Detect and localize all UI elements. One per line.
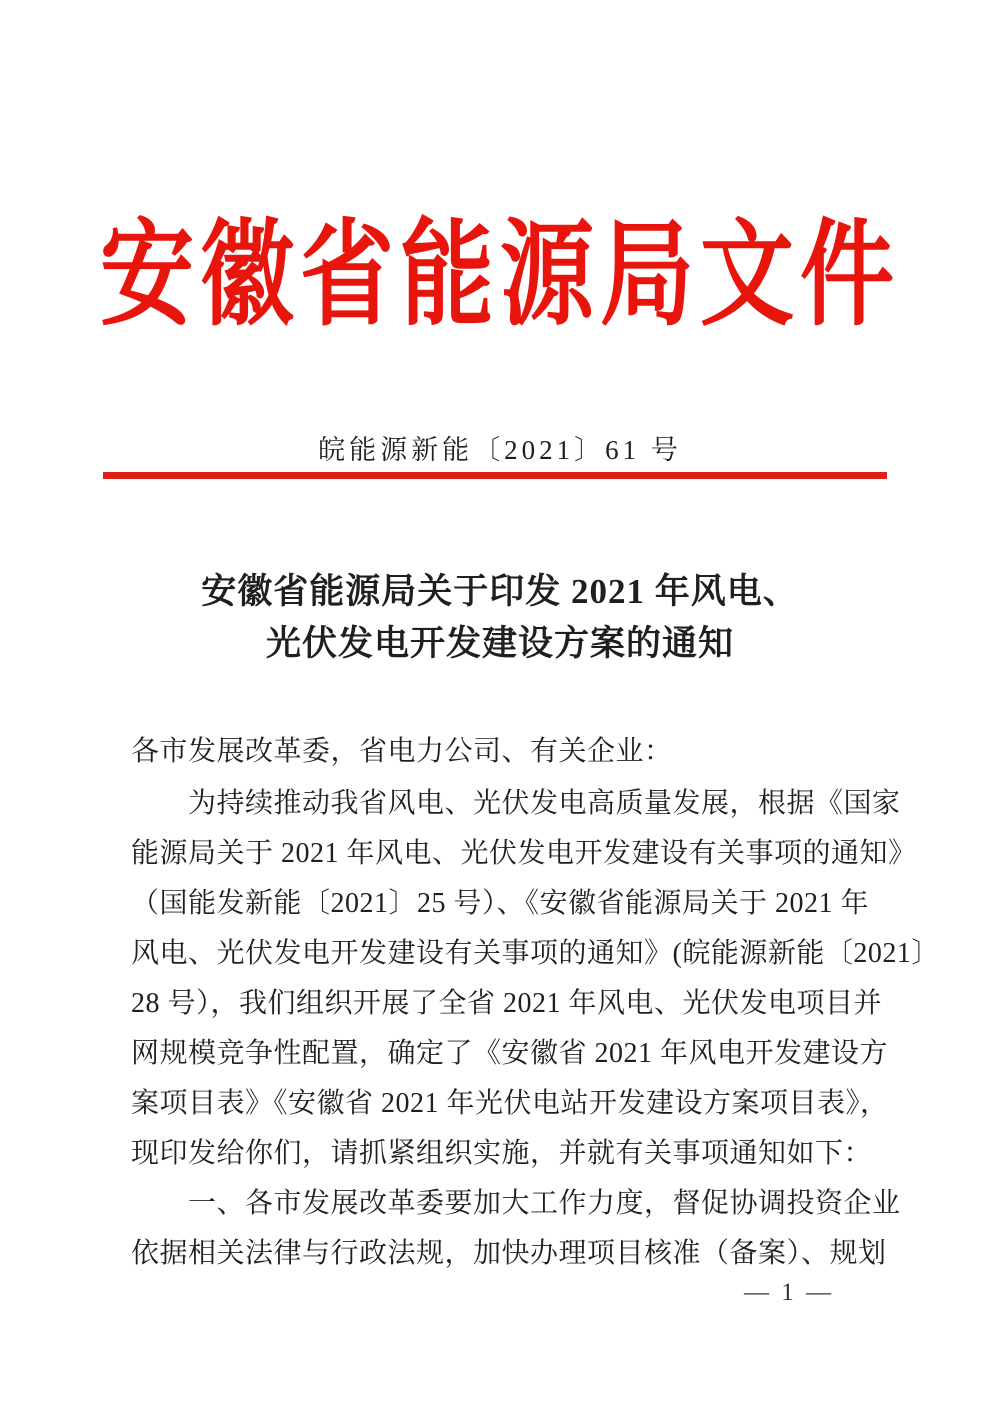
- body-line: 网规模竞争性配置，确定了《安徽省 2021 年风电开发建设方: [131, 1038, 889, 1069]
- body-line: 28 号），我们组织开展了全省 2021 年风电、光伏发电项目并: [131, 988, 883, 1019]
- body-line: 依据相关法律与行政法规，加快办理项目核准（备案）、规划: [131, 1238, 887, 1269]
- red-divider-line: [103, 472, 887, 479]
- salutation-line: 各市发展改革委，省电力公司、有关企业：: [131, 736, 673, 767]
- page-number: — 1 —: [744, 1279, 834, 1306]
- document-title: [0, 566, 1000, 670]
- document-body: [131, 727, 940, 1279]
- body-line: 为持续推动我省风电、光伏发电高质量发展，根据《国家: [188, 788, 901, 819]
- document-title-line-1: 安徽省能源局关于印发 2021 年风电、: [201, 572, 799, 611]
- body-line: 风电、光伏发电开发建设有关事项的通知》(皖能源新能〔2021〕: [131, 938, 940, 969]
- body-line: 一、各市发展改革委要加大工作力度，督促协调投资企业: [188, 1188, 901, 1219]
- body-line: （国能发新能〔2021〕25 号）、《安徽省能源局关于 2021 年: [131, 888, 870, 919]
- document-title-line-2: 光伏发电开发建设方案的通知: [265, 624, 734, 663]
- document-number: 皖能源新能〔2021〕61 号: [318, 435, 682, 465]
- body-line: 案项目表》《安徽省 2021 年光伏电站开发建设方案项目表》，: [131, 1088, 889, 1119]
- body-line: 现印发给你们，请抓紧组织实施，并就有关事项通知如下：: [131, 1138, 873, 1169]
- body-line: 能源局关于 2021 年风电、光伏发电开发建设有关事项的通知》: [131, 838, 917, 869]
- agency-header-title: 安徽省能源局文件: [99, 212, 900, 340]
